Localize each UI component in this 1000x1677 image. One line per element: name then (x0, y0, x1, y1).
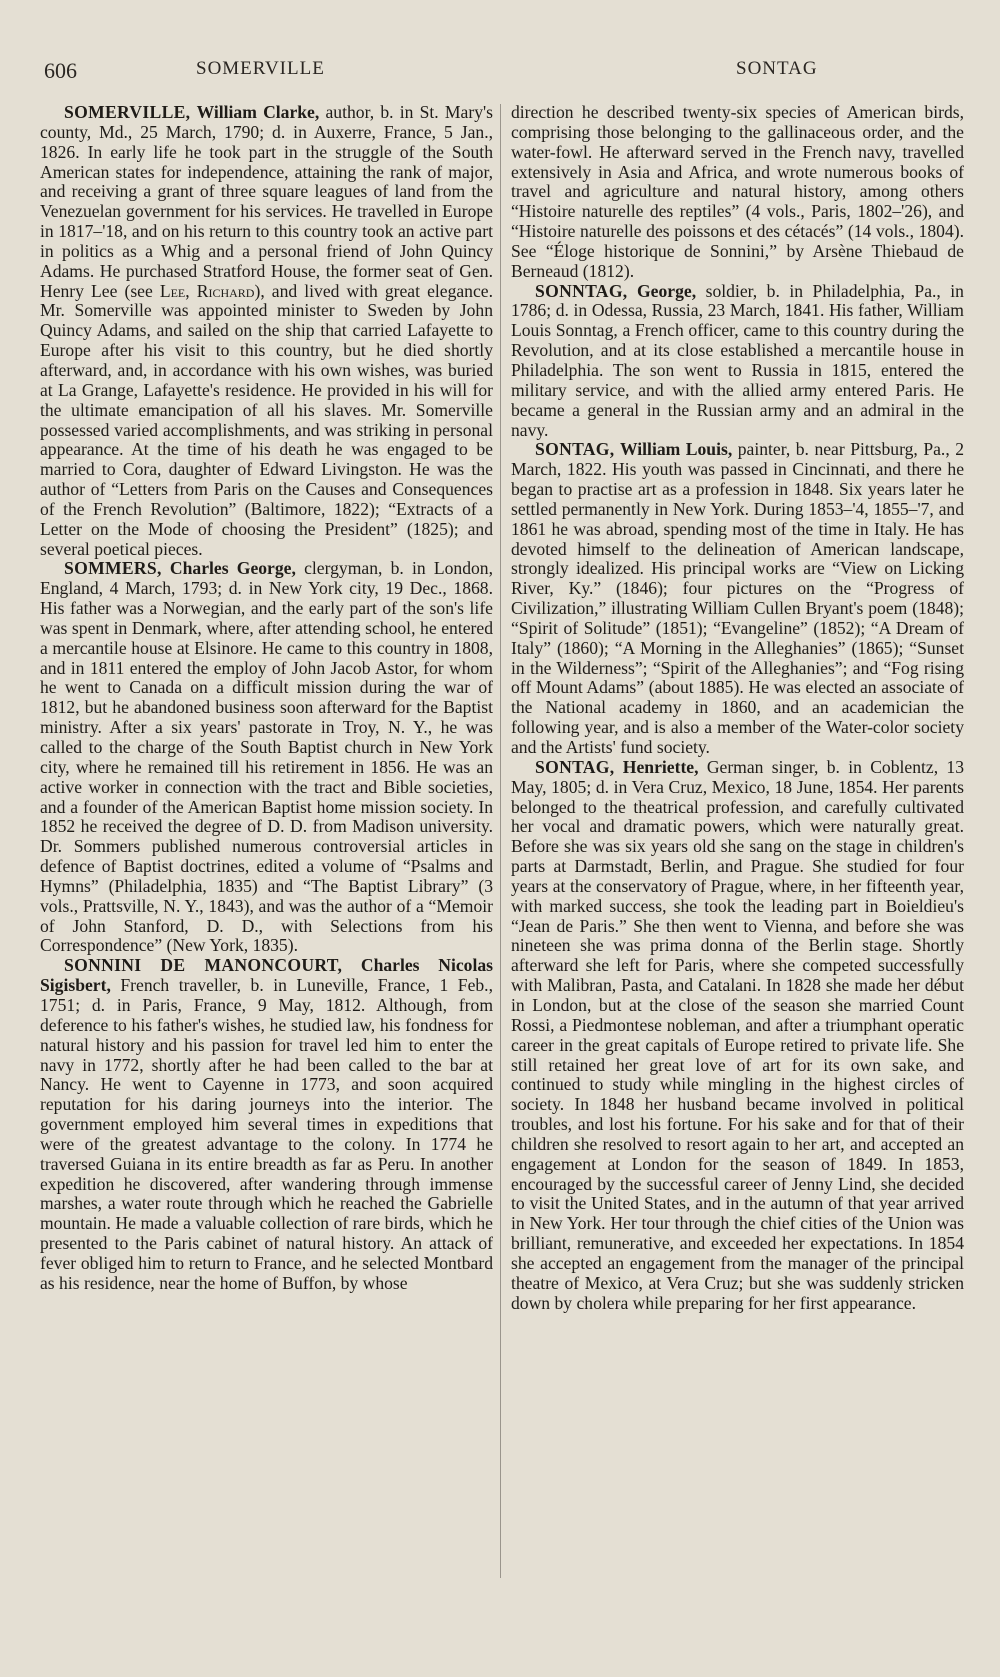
entry-forename: Henriette, (622, 756, 699, 777)
entry-text: direction he described twenty-six species of American birds, comprising those belonging to the gallinaceous order, and the water-fowl. He afterward served in the French navy, travelled extensively in Asia and Africa, and wrote numerous books of travel and agriculture and natural history, among others “Histoire naturelle des reptiles” (4 vols., Paris, 1802–'26), and “Histoire naturelle des poissons et des cétacés” (14 vols., 1804). See “Éloge historique de Sonnini,” by Arsène Thiebaud de Berneaud (1812). (511, 102, 964, 281)
left-column (40, 103, 493, 1294)
entry-text: clergyman, b. in London, England, 4 March, 1793; d. in New York city, 19 Dec., 1868. His father was a Norwegian, and the early part of the son's life was spent in Denmark, where, after attending school, he entered a mercantile house at Elsinore. He came to this country in 1808, and in 1811 entered the employ of John Jacob Astor, for whom he went to Canada on a difficult mission during the war of 1812, but he abandoned business soon afterward for the Baptist ministry. After a six years' pastorate in Troy, N. Y., he was called to the charge of the South Baptist church in New York city, where he remained till his retirement in 1856. He was an active worker in connection with the tract and Bible societies, and a founder of the American Baptist home mission society. In 1852 he received the degree of D. D. from Madison university. Dr. Sommers published numerous controversial articles in defence of Baptist doctrines, edited a volume of “Psalms and Hymns” (Philadelphia, 1835) and “The Baptist Library” (3 vols., Prattsville, N. Y., 1843), and was the author of a “Memoir of John Stanford, D. D., with Selections from his Correspondence” (New York, 1835). (40, 558, 493, 956)
entry-text: author, b. in St. Mary's county, Md., 25 March, 1790; d. in Auxerre, France, 5 Jan., 1826. In early life he took part in the struggle of the South American states for independence, attaining the rank of major, and receiving a grant of three square leagues of land from the Venezuelan government for his services. He travelled in Europe in 1817–'18, and on his return to this country took an active part in politics as a Whig and a personal friend of John Quincy Adams. He purchased Stratford House, the former seat of Gen. Henry Lee (see (40, 102, 494, 301)
entry-somerville (40, 103, 493, 559)
entry-forename: Charles Nicolas Sigisbert, (40, 955, 493, 996)
entry-surname: SOMERVILLE, (64, 102, 191, 122)
page-number: 606 (44, 58, 77, 83)
entry-surname: SOMMERS, (64, 558, 162, 579)
entry-text: German singer, b. in Coblentz, 13 May, 1805; d. in Vera Cruz, Mexico, 18 June, 1854. Her parents belonged to the theatrical profession, and carefully cultivated her vocal and dramatic powers, which were naturally great. Before she was six years old she sang on the stage in children's parts at Darmstadt, Berlin, and Prague. She studied for four years at the conservatory of Prague, where, in her fifteenth year, with marked success, she took the leading part in Boieldieu's “Jean de Paris.” She then went to Vienna, and before she was nineteen she was prima donna of the Berlin stage. Shortly afterward she left for Paris, where she competed successfully with Malibran, Pasta, and Catalani. In 1828 she made her début in London, but at the close of the season she married Count Rossi, a Piedmontese nobleman, and after a triumphant operatic career in the great capitals of Europe retired to private life. She still retained her great love of art for its own sake, and continued to study while mingling in the highest circles of society. In 1848 her husband became involved in political troubles, and lost his fortune. For his sake and for that of their children she resolved to resort again to her art, and accepted an engagement at London for the season of 1849. In 1853, encouraged by the successful career of Jenny Lind, she decided to visit the United States, and in the autumn of that year arrived in New York. Her tour through the chief cities of the Union was brilliant, remunerative, and exceeded her expectations. In 1854 she accepted an engagement from the manager of the principal theatre of Mexico, at Vera Cruz; but she was suddenly stricken down by cholera while preparing for her first appearance. (511, 756, 964, 1313)
entry-surname: SONTAG, (535, 439, 615, 460)
entry-sonntag-george (511, 282, 964, 441)
entry-sontag-henriette (511, 758, 964, 1314)
entry-text: French traveller, b. in Luneville, France, 1 Feb., 1751; d. in Paris, France, 9 May, 1812. Although, from deference to his father's wishes, he studied law, his fondness for natural history and his passion for travel led him to enter the navy in 1772, shortly after he had been called to the bar at Nancy. He went to Cayenne in 1773, and soon acquired reputation for his daring journeys into the interior. The government employed him several times in expeditions that were of the greatest advantage to the colony. In 1774 he traversed Guiana in its entire breadth as far as Peru. In another expedition he discovered, after wandering through immense marshes, a water route through which he reached the Gabrielle mountain. He made a valuable collection of rare birds, which he presented to the Paris cabinet of natural history. An attack of fever obliged him to return to France, and he selected Montbard as his residence, near the home of Buffon, by whose (40, 975, 493, 1293)
entry-surname: SONTAG, (535, 756, 615, 777)
entry-sontag-william (511, 440, 964, 758)
entry-text: painter, b. near Pittsburg, Pa., 2 March, 1822. His youth was passed in Cincinnati, and there he began to practise art as a profession in 1848. Six years later he settled permanently in New York. During 1853–'4, 1855–'7, and 1861 he was abroad, spending most of the time in Italy. He has devoted himself to the delineation of American landscape, strongly idealized. His principal works are “View on Licking River, Ky.” (1846); four pictures on the “Progress of Civilization,” illustrating William Cullen Bryant's poem (1848); “Spirit of Solitude” (1851); “Evangeline” (1852); “A Dream of Italy” (1860); “A Morning in the Alleghanies” (1865); “Sunset in the Wilderness”; “Spirit of the Alleghanies”; and “Fog rising off Mount Adams” (about 1885). He was elected an associate of the National academy in 1860, and an academician the following year, and is also a member of the Water-color society and the Artists' fund society. (511, 439, 964, 757)
running-head-right: SONTAG (736, 58, 818, 79)
running-head-left: SOMERVILLE (196, 58, 325, 79)
page-header (40, 52, 960, 92)
entry-sonnini-continued (511, 103, 964, 282)
entry-surname: SONNTAG, (535, 280, 628, 301)
entry-sommers (40, 559, 493, 956)
right-column (511, 103, 964, 1313)
cross-reference[interactable]: Lee, Richard (159, 280, 255, 301)
entry-surname: SONNINI DE MANONCOURT, (64, 955, 343, 976)
entry-forename: William Louis, (620, 439, 733, 460)
entry-forename: George, (637, 280, 697, 301)
entry-text: ), and lived with great elegance. Mr. Somerville was appointed minister to Sweden by John Quincy Adams, and sailed on the ship that carried Lafayette to Europe after his visit to this country, but he died shortly afterward, and, in accordance with his own wishes, was buried at La Grange, Lafayette's residence. He provided in his will for the ultimate emancipation of all his slaves. Mr. Somerville possessed varied accomplishments, and was striking in personal appearance. At the time of his death he was engaged to be married to Cora, daughter of Edward Livingston. He was the author of “Letters from Paris on the Causes and Consequences of the French Revolution” (Baltimore, 1822); “Extracts of a Letter on the Mode of choosing the President” (1825); and several poetical pieces. (40, 280, 493, 559)
entry-forename: Charles George, (169, 558, 296, 579)
column-divider (500, 104, 501, 1578)
entry-text: soldier, b. in Philadelphia, Pa., in 1786; d. in Odessa, Russia, 23 March, 1841. His father, William Louis Sonntag, a French officer, came to this country during the Revolution, and at its close established a mercantile house in Philadelphia. The son went to Russia in 1815, entered the military service, and with the allied army entered Paris. He became a general in the Russian army and an admiral in the navy. (511, 280, 964, 440)
entry-forename: William Clarke, (196, 102, 320, 122)
entry-sonnini (40, 956, 493, 1293)
